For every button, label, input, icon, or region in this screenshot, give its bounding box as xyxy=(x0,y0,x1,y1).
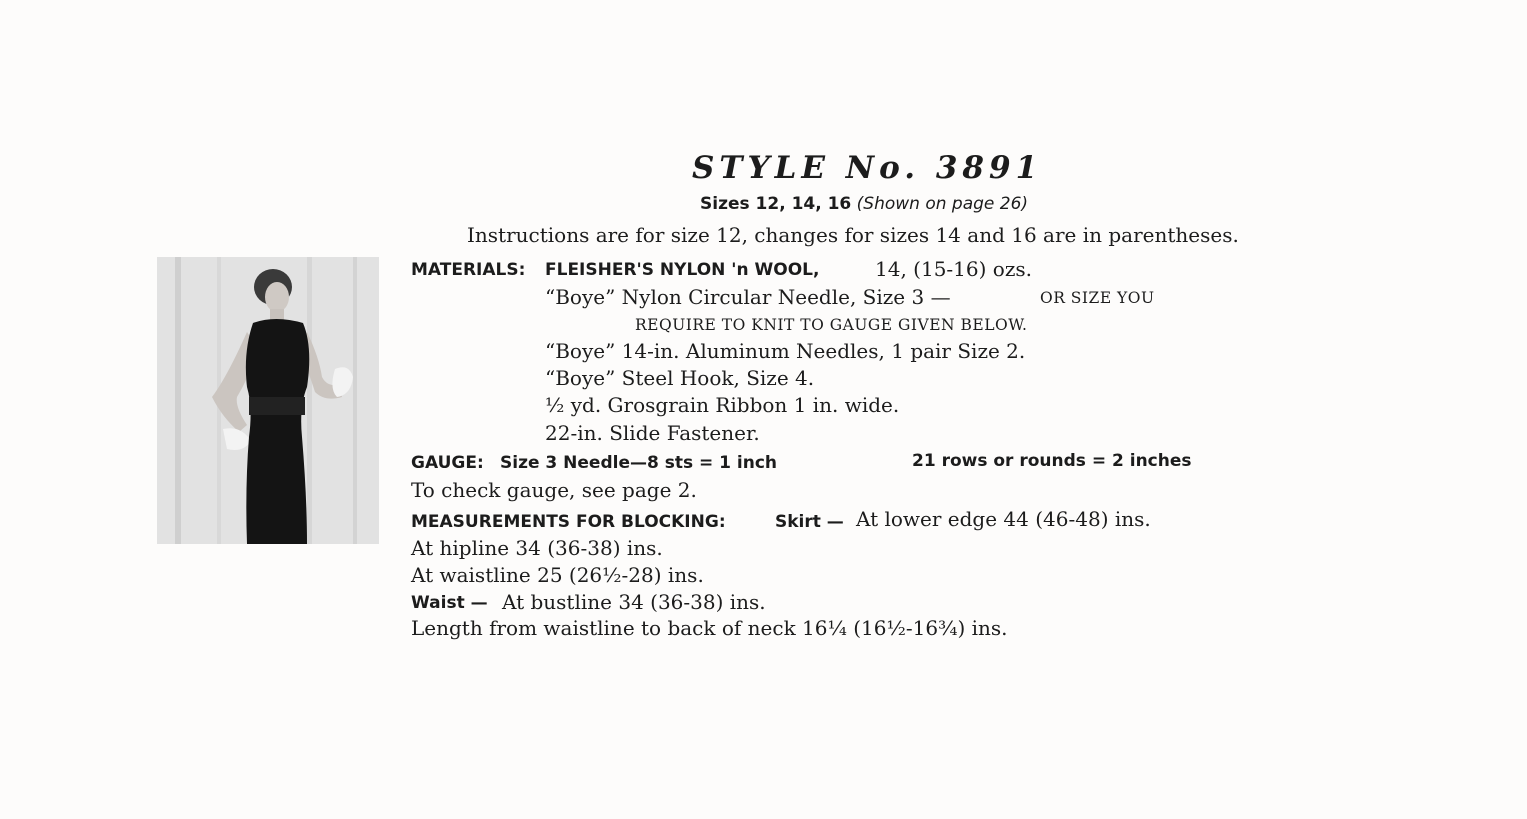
gauge-label: GAUGE: xyxy=(411,453,484,473)
skirt-hipline: At hipline 34 (36-38) ins. xyxy=(411,536,663,560)
gauge-rows: 21 rows or rounds = 2 inches xyxy=(912,451,1192,471)
aluminum-needles: “Boye” 14-in. Aluminum Needles, 1 pair Size 2. xyxy=(545,339,1026,363)
dress-model-illustration xyxy=(157,257,379,544)
sizes-note: (Shown on page 26) xyxy=(856,194,1029,214)
skirt-label: Skirt — xyxy=(775,512,844,532)
gauge-stitches: Size 3 Needle—8 sts = 1 inch xyxy=(500,453,778,473)
measurements-label: MEASUREMENTS FOR BLOCKING: xyxy=(411,512,726,532)
gauge-check: To check gauge, see page 2. xyxy=(411,478,697,502)
yarn-brand: FLEISHER'S NYLON 'n WOOL, xyxy=(545,260,820,280)
skirt-lower-edge: At lower edge 44 (46-48) ins. xyxy=(856,507,1151,531)
needle-caps-note-a: OR SIZE YOU xyxy=(1040,289,1155,307)
materials-label: MATERIALS: xyxy=(411,260,526,280)
yarn-amount: 14, (15-16) ozs. xyxy=(875,257,1032,281)
sizes-label: Sizes 12, 14, 16 xyxy=(700,194,852,214)
skirt-waistline: At waistline 25 (26½-28) ins. xyxy=(411,563,704,587)
waist-label: Waist — xyxy=(411,593,488,613)
sizes-line xyxy=(700,194,1028,214)
steel-hook: “Boye” Steel Hook, Size 4. xyxy=(545,366,815,390)
grosgrain-ribbon: ½ yd. Grosgrain Ribbon 1 in. wide. xyxy=(545,393,900,417)
slide-fastener: 22-in. Slide Fastener. xyxy=(545,421,760,445)
circular-needle: “Boye” Nylon Circular Needle, Size 3 — xyxy=(545,285,951,309)
needle-caps-note-b: REQUIRE TO KNIT TO GAUGE GIVEN BELOW. xyxy=(635,316,1028,334)
instructions-note: Instructions are for size 12, changes for sizes 14 and 16 are in parentheses. xyxy=(467,223,1239,247)
pattern-title: STYLE No. 3891 xyxy=(692,150,1043,186)
length-to-neck: Length from waistline to back of neck 16¼ (16½-16¾) ins. xyxy=(411,616,1008,640)
model-photo xyxy=(157,257,379,544)
waist-bustline: At bustline 34 (36-38) ins. xyxy=(502,590,766,614)
